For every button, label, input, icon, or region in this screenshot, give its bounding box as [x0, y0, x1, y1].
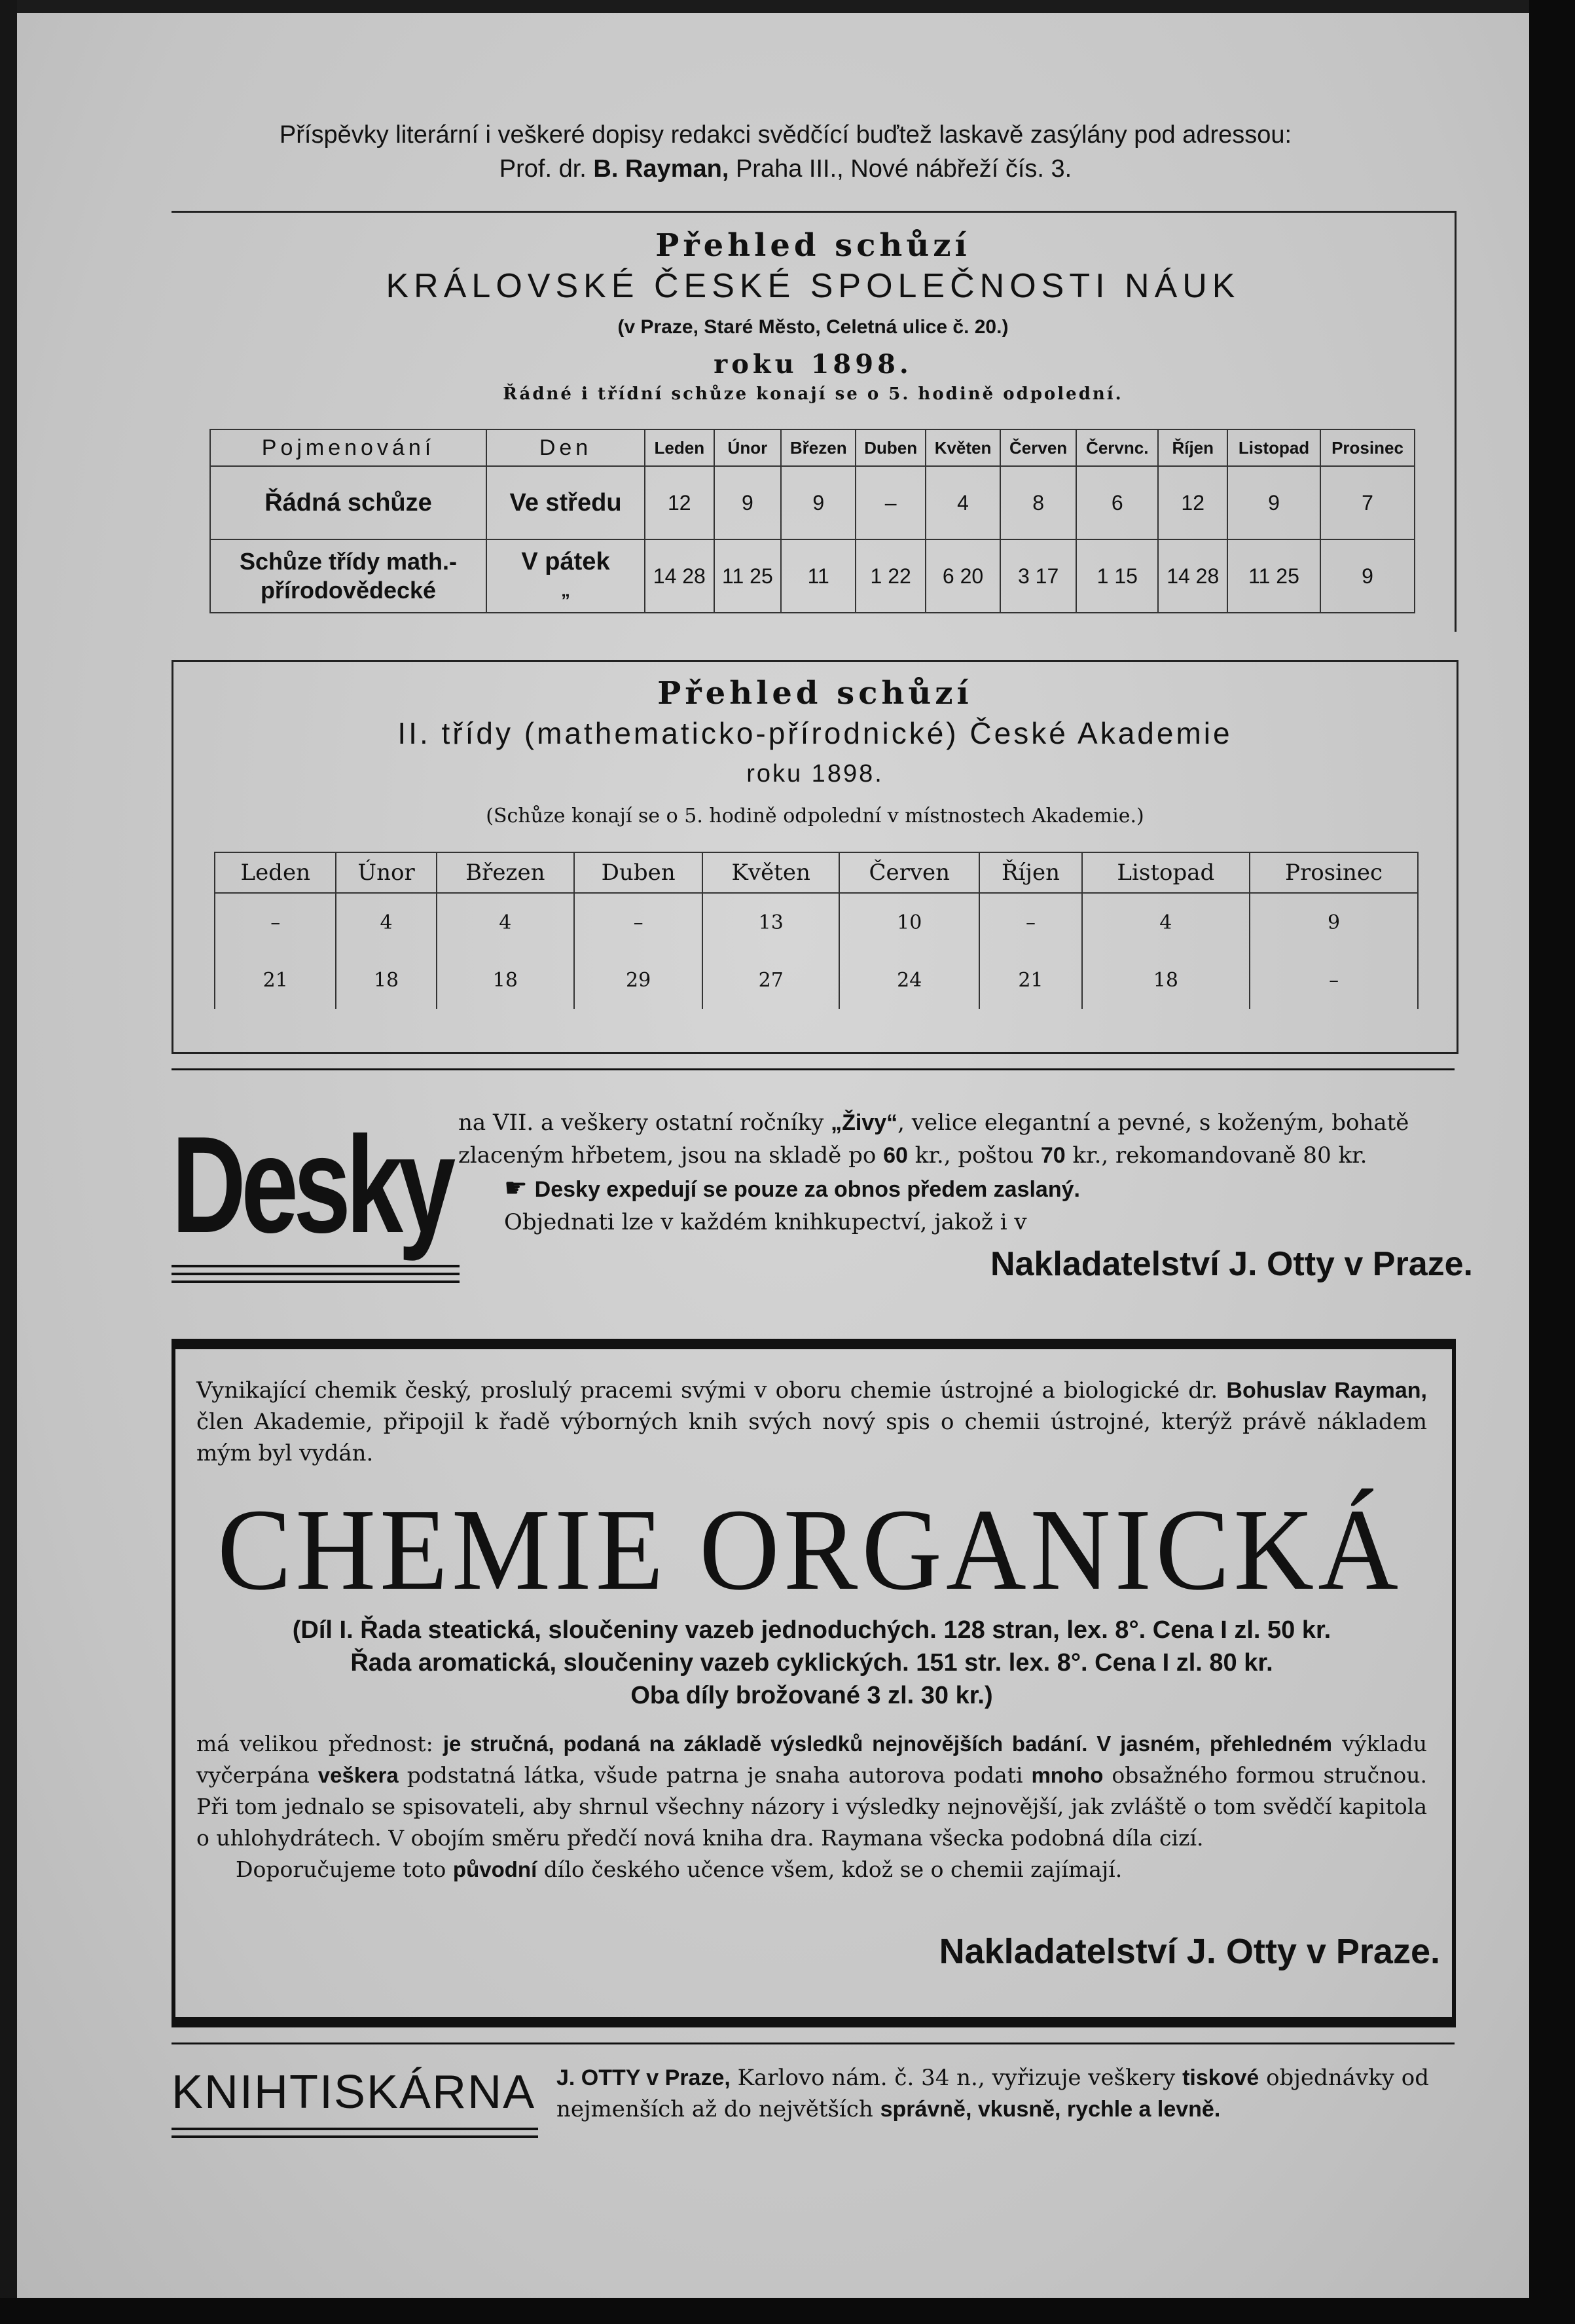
col-header: Leden — [645, 429, 714, 466]
cell: 18 — [1082, 951, 1250, 1009]
cell: 3 17 — [1000, 539, 1076, 613]
cell: 24 — [839, 951, 979, 1009]
table-row — [215, 893, 1418, 951]
cell: 11 — [781, 539, 856, 613]
col-header: Duben — [856, 429, 926, 466]
desky-rule — [172, 1280, 460, 1283]
society-year: roku 1898. — [714, 349, 913, 380]
col-header: Říjen — [979, 852, 1081, 893]
cell: 4 — [336, 893, 436, 951]
chemie-title: CHEMIE ORGANICKÁ — [217, 1485, 1403, 1614]
cell: 8 — [1000, 466, 1076, 539]
cell: 18 — [437, 951, 574, 1009]
cell: 11 25 — [1227, 539, 1320, 613]
footer-rule — [172, 2128, 538, 2130]
academy-schedule-box — [172, 660, 1458, 1054]
cell: – — [979, 893, 1081, 951]
cell: 11 25 — [714, 539, 782, 613]
row-name: Řádná schůze — [210, 466, 486, 539]
cell: – — [1250, 951, 1418, 1009]
pointing-hand-icon: ☛ — [504, 1173, 528, 1203]
divider — [172, 2043, 1455, 2044]
col-header: Únor — [714, 429, 782, 466]
cell: 9 — [1320, 539, 1415, 613]
editor-name: B. Rayman, — [593, 155, 729, 183]
cell: 7 — [1320, 466, 1415, 539]
society-note: Řádné i třídní schůze konají se o 5. hodině odpolední. — [503, 384, 1123, 404]
printer-name: J. OTTY v Praze, — [556, 2065, 731, 2090]
scan-edge-right — [1529, 0, 1575, 2324]
cell: 27 — [702, 951, 839, 1009]
col-header: Den — [486, 429, 645, 466]
knihtiskarna-logo: KNIHTISKÁRNA — [172, 2066, 536, 2118]
academy-heading: Přehled schůzí — [657, 675, 973, 712]
cell: 10 — [839, 893, 979, 951]
chemie-body — [196, 1728, 1427, 1885]
cell: 21 — [979, 951, 1081, 1009]
scan-edge-bottom — [0, 2298, 1575, 2324]
academy-note: (Schůze konají se o 5. hodině odpolední v místnostech Akademie.) — [486, 805, 1144, 827]
col-header: Březen — [781, 429, 856, 466]
chemie-parts: (Díl I. Řada steatická, sloučeniny vazeb jednoduchých. 128 stran, lex. 8°. Cena I zl. 50 kr. Řada aromatická, sloučeniny vazeb cyklických. 151 str. lex. 8°. Cena I zl. 80 kr. Oba díly brožované 3 zl. 30 kr.) — [292, 1616, 1331, 1709]
cell: 4 — [437, 893, 574, 951]
cell: 9 — [781, 466, 856, 539]
desky-logo: Desky — [172, 1108, 451, 1262]
row-day: Ve středu — [486, 466, 645, 539]
cell: 9 — [714, 466, 782, 539]
col-header: Červen — [1000, 429, 1076, 466]
chemie-recommend: Doporučujeme toto původní dílo českého učence všem, kdož se o chemii zajímají. — [236, 1857, 1123, 1882]
society-header-row — [210, 429, 1415, 466]
table-row — [210, 539, 1415, 613]
header-line2: Prof. dr. B. Rayman, Praha III., Nové nábřeží čís. 3. — [499, 155, 1072, 183]
col-header: Pojmenování — [210, 429, 486, 466]
cell: 21 — [215, 951, 336, 1009]
col-header: Únor — [336, 852, 436, 893]
table-row — [210, 466, 1415, 539]
desky-ad-text — [458, 1106, 1473, 1283]
scan-edge-top — [0, 0, 1575, 13]
chemie-intro: Vynikající chemik český, proslulý pracemi svými v oboru chemie ústrojné a biologické dr. Bohuslav Rayman, člen Akademie, připojil k řadě výborných knih svých nový spis o chemii ústrojné, kterýž právě nákladem mým byl vydán. — [196, 1377, 1427, 1466]
society-table — [209, 429, 1415, 613]
cell: 4 — [1082, 893, 1250, 951]
cell: 6 20 — [926, 539, 1000, 613]
col-header: Červnc. — [1076, 429, 1158, 466]
divider — [172, 1068, 1455, 1070]
col-header: Březen — [437, 852, 574, 893]
cell: 9 — [1250, 893, 1418, 951]
academy-title: II. třídy (mathematicko-přírodnické) České Akademie — [397, 716, 1233, 750]
chemie-publisher: Nakladatelství J. Otty v Praze. — [939, 1932, 1440, 1971]
row-day: V pátek „ — [486, 539, 645, 613]
cell: – — [574, 893, 702, 951]
cell: 18 — [336, 951, 436, 1009]
cell: 4 — [926, 466, 1000, 539]
desky-rule — [172, 1265, 460, 1267]
society-heading: Přehled schůzí — [655, 227, 971, 264]
row-name: Schůze třídy math.-přírodovědecké — [210, 539, 486, 613]
cell: 12 — [1158, 466, 1227, 539]
scan-edge-left — [0, 0, 17, 2324]
desky-description: na VII. a veškery ostatní ročníky „Živy“, velice elegantní a pevné, s koženým, bohatě zlaceným hřbetem, jsou na skladě po 60 kr., poštou 70 kr., rekomandovaně 80 kr. — [458, 1110, 1409, 1169]
col-header: Prosinec — [1250, 852, 1418, 893]
desky-notice: Desky expedují se pouze za obnos předem zaslaný. — [534, 1177, 1080, 1202]
col-header: Říjen — [1158, 429, 1227, 466]
col-header: Červen — [839, 852, 979, 893]
col-header: Listopad — [1227, 429, 1320, 466]
academy-header-row — [215, 852, 1418, 893]
academy-year: roku 1898. — [746, 760, 884, 788]
col-header: Listopad — [1082, 852, 1250, 893]
cell: 9 — [1227, 466, 1320, 539]
cell: 1 22 — [856, 539, 926, 613]
table-row — [215, 951, 1418, 1009]
desky-publisher: Nakladatelství J. Otty v Praze. — [990, 1245, 1473, 1283]
col-header: Duben — [574, 852, 702, 893]
society-address: (v Praze, Staré Město, Celetná ulice č. 20.) — [617, 316, 1009, 338]
cell: 13 — [702, 893, 839, 951]
society-title: KRÁLOVSKÉ ČESKÉ SPOLEČNOSTI NÁUK — [386, 267, 1240, 305]
cell: 6 — [1076, 466, 1158, 539]
cell: 14 28 — [1158, 539, 1227, 613]
zivy-brand: „Živy“ — [831, 1110, 898, 1135]
desky-rule — [172, 1273, 460, 1275]
col-header: Květen — [702, 852, 839, 893]
cell: 14 28 — [645, 539, 714, 613]
editorial-address — [131, 118, 1440, 186]
col-header: Prosinec — [1320, 429, 1415, 466]
header-line1: Příspěvky literární i veškeré dopisy redakci svědčící buďtež laskavě zasýlány pod adressou: — [279, 121, 1292, 149]
cell: 1 15 — [1076, 539, 1158, 613]
society-schedule-box — [172, 211, 1457, 632]
academy-table — [214, 852, 1419, 1009]
cell: – — [856, 466, 926, 539]
chemie-description: má velikou přednost: je stručná, podaná na základě výsledků nejnovějších badání. V jasném, přehledném výkladu vyčerpána veškera podstatná látka, všude patrna je snaha autorova podati mnoho obsažného formou stručnou. Při tom jednalo se spisovateli, aby shrnul všechny názory i výsledky nejnovější, jak zvláště o tom svědčí kapitola o uhlohydrátech. V obojím směru předčí nová kniha dra. Raymana všecka podobná díla cizí. — [196, 1731, 1428, 1851]
cell: 29 — [574, 951, 702, 1009]
desky-notice-line — [504, 1172, 1473, 1206]
desky-order: Objednati lze v každém knihkupectví, jakož i v — [504, 1209, 1027, 1235]
col-header: Květen — [926, 429, 1000, 466]
cell: – — [215, 893, 336, 951]
author-name: Bohuslav Rayman, — [1226, 1378, 1427, 1403]
footer-rule — [172, 2135, 538, 2138]
cell: 12 — [645, 466, 714, 539]
knihtiskarna-text: J. OTTY v Praze, Karlovo nám. č. 34 n., vyřizuje veškery tiskové objednávky od nejmenších až do největších správně, vkusně, rychle a levně. — [556, 2065, 1429, 2122]
col-header: Leden — [215, 852, 336, 893]
